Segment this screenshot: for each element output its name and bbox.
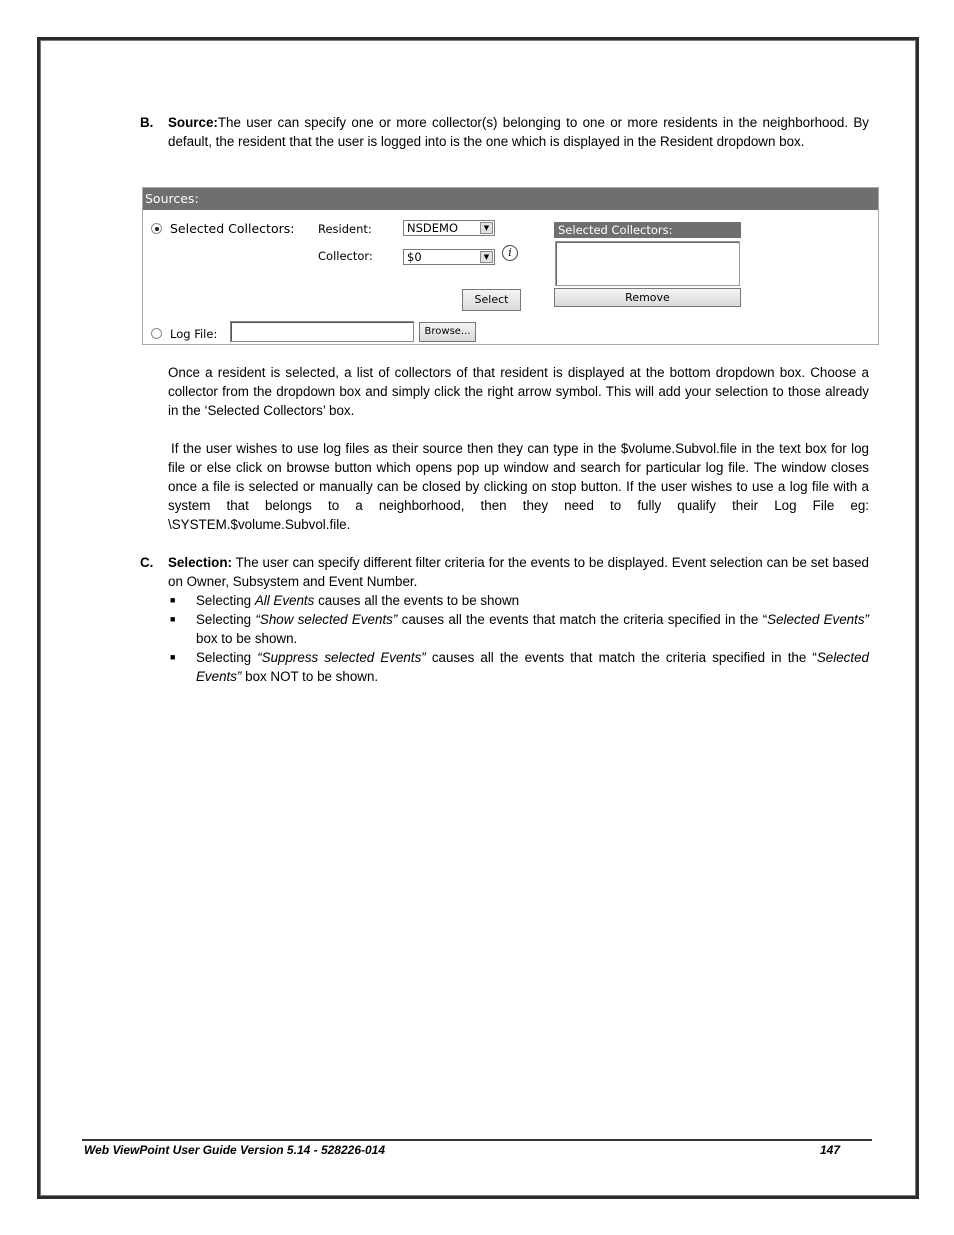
chevron-down-icon: ▼ [480,251,493,263]
collector-label: Collector: [318,249,373,263]
selected-collectors-label: Selected Collectors: [170,221,295,236]
bullet-square-icon: ■ [170,614,176,624]
sources-panel [142,187,879,345]
bullet-square-icon: ■ [170,652,176,662]
section-c-letter: C. [140,555,154,570]
bullet-emphasis: Selected Events” [196,650,869,684]
selection-bullet-list [168,591,869,686]
bullet-text: causes all the events that match the criteria specified in the “ [425,650,817,665]
section-b-text: The user can specify one or more collector(s) belonging to one or more residents in the neighborhood. By default, the resident that the user is logged into is the one which is displayed in the Resident dropdown box. [168,115,869,149]
bullet-text: causes all the events that match the criteria specified in the “ [397,612,768,627]
browse-button[interactable]: Browse... [419,322,476,342]
bullet-text: box NOT to be shown. [241,669,379,684]
remove-button[interactable]: Remove [554,288,741,307]
bullet-text: Selecting [196,593,255,608]
radio-selected-dot [155,227,159,231]
page-number: 147 [820,1143,841,1157]
list-item [168,648,869,686]
bullet-text: box to be shown. [196,631,298,646]
collectors-paragraph: Once a resident is selected, a list of collectors of that resident is displayed at the bottom dropdown box. Choose a collector from the dropdown box and simply click the right arrow symbol. This will add your selection to those already in the ‘Selected Collectors’ box. [168,365,869,418]
selected-collectors-list[interactable] [555,241,740,286]
collector-dropdown[interactable] [403,249,495,265]
list-item [168,591,869,610]
section-b-title: Source: [168,115,218,130]
info-icon[interactable]: i [502,245,518,261]
resident-dropdown[interactable] [403,220,495,236]
select-button[interactable]: Select [462,289,521,311]
log-file-paragraph: If the user wishes to use log files as their source then they can type in the $volume.Subvol.file in the text box for log file or else click on browse button which opens pop up window and search for particular log file. The window closes once a file is selected or manually can be closed by clicking on stop button. If the user wishes to use a log file with a system that belongs to a neighborhood, then they need to fully qualify their Log File eg: \SYSTEM.$volume.Subvol.file. [168,441,869,532]
selected-collectors-list-header: Selected Collectors: [554,222,741,238]
selected-collectors-radio[interactable] [151,223,162,234]
bullet-text: Selecting [196,612,256,627]
bullet-text: causes all the events to be shown [314,593,520,608]
log-file-input[interactable] [230,321,414,342]
sources-panel-header: Sources: [143,188,878,210]
section-b-paragraph [168,113,869,151]
list-item [168,610,869,648]
footer-divider [82,1139,872,1141]
bullet-square-icon: ■ [170,595,176,605]
bullet-emphasis: “Show selected Events” [255,612,398,627]
section-b-letter: B. [140,115,154,130]
section-c-text: The user can specify different filter criteria for the events to be displayed. Event selection can be set based on Owner, Subsystem and Event Number. [168,555,869,589]
collector-dropdown-value: $0 [407,250,422,264]
resident-dropdown-value: NSDEMO [407,221,458,235]
section-c-title: Selection: [168,555,232,570]
section-c-paragraph [168,553,869,591]
bullet-emphasis: All Events [254,593,315,608]
bullet-emphasis: Selected Events” [767,612,869,627]
bullet-text: Selecting [196,650,258,665]
log-file-label: Log File: [170,327,218,341]
resident-label: Resident: [318,222,372,236]
log-file-radio[interactable] [151,328,162,339]
footer-title: Web ViewPoint User Guide Version 5.14 - 528226-014 [84,1143,386,1157]
chevron-down-icon: ▼ [480,222,493,234]
bullet-emphasis: “Suppress selected Events” [257,650,426,665]
